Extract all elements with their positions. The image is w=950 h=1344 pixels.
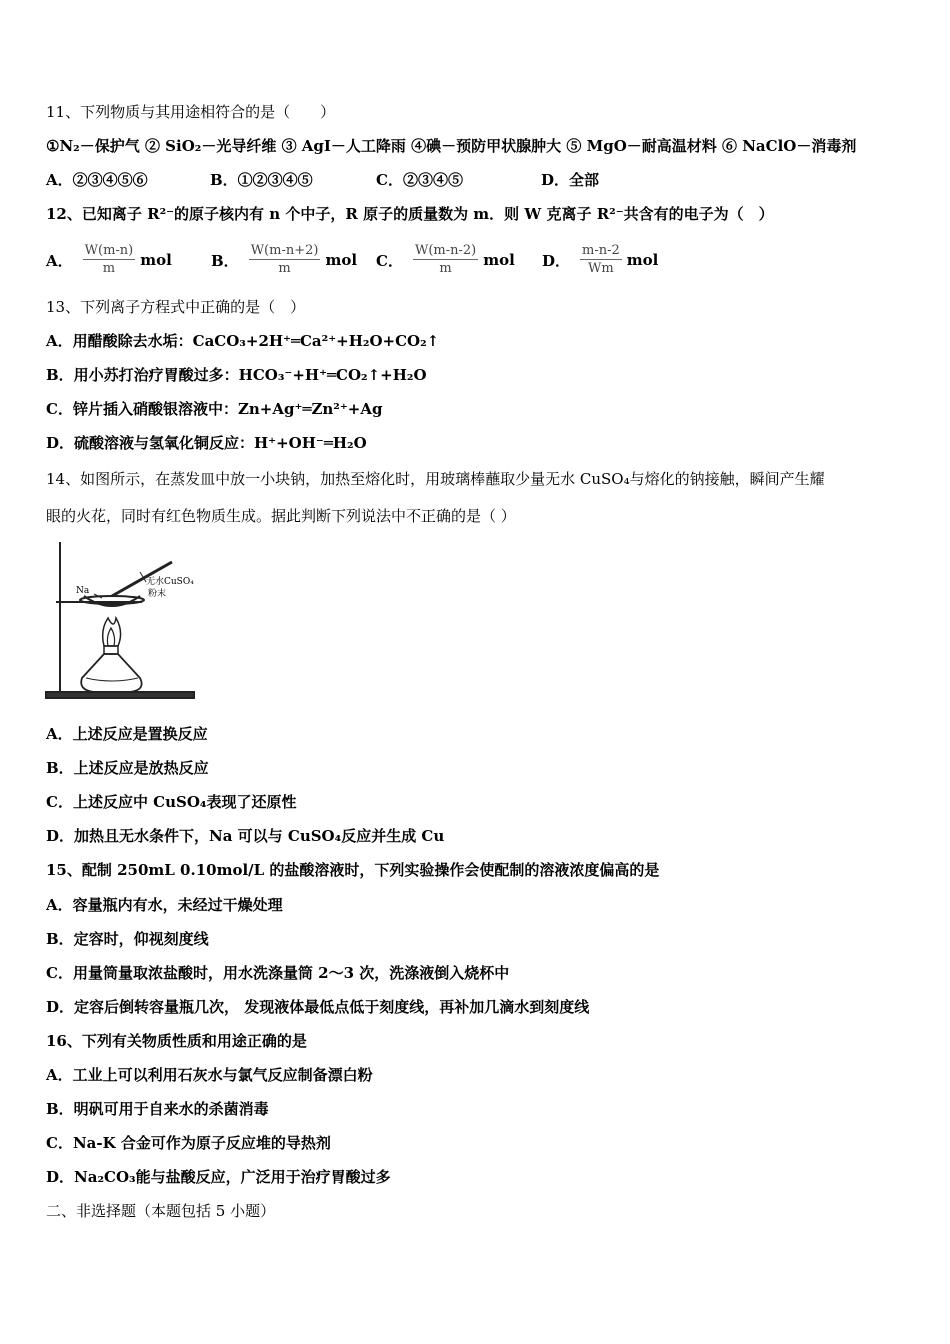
q13-option-a: A．用醋酸除去水垢：CaCO₃+2H⁺═Ca²⁺+H₂O+CO₂↑	[46, 332, 440, 350]
q11-option-b: B．①②③④⑤	[210, 171, 313, 189]
q13-stem: 13、下列离子方程式中正确的是（ ）	[46, 298, 306, 316]
fraction	[249, 243, 321, 278]
q14-stem-line1: 14、如图所示，在蒸发皿中放一小块钠，加热至熔化时，用玻璃棒蘸取少量无水 CuSO₄与熔化的钠接触，瞬间产生耀	[46, 470, 825, 488]
q11-option-c: C．②③④⑤	[376, 171, 463, 189]
q14-option-a: A．上述反应是置换反应	[46, 725, 208, 743]
q12-option-c	[376, 239, 515, 281]
figure-label-cuso4: 无水CuSO₄	[146, 577, 194, 587]
q16-option-c: C．Na-K 合金可作为原子反应堆的导热剂	[46, 1134, 331, 1152]
q15-option-c: C．用量筒量取浓盐酸时，用水洗涤量筒 2～3 次，洗涤液倒入烧杯中	[46, 964, 510, 982]
q12-option-b	[211, 239, 357, 281]
q12-option-a	[46, 239, 172, 281]
apparatus-figure	[42, 538, 202, 703]
numerator: W(m-n+2)	[250, 242, 319, 258]
q15-option-d: D．定容后倒转容量瓶几次， 发现液体最低点低于刻度线，再补加几滴水到刻度线	[46, 998, 590, 1016]
q11-stem: 11、下列物质与其用途相符合的是（ ）	[46, 103, 336, 121]
q13-option-c: C．锌片插入硝酸银溶液中：Zn+Ag⁺═Zn²⁺+Ag	[46, 400, 383, 418]
q14-option-d: D．加热且无水条件下，Na 可以与 CuSO₄反应并生成 Cu	[46, 827, 445, 845]
q14-stem-line2: 眼的火花，同时有红色物质生成。据此判断下列说法中不正确的是（ ）	[46, 507, 516, 525]
option-label: A．	[46, 251, 73, 270]
q16-option-a: A．工业上可以利用石灰水与氯气反应制备漂白粉	[46, 1066, 373, 1084]
q15-option-a: A．容量瓶内有水，未经过干燥处理	[46, 896, 283, 914]
section2-heading: 二、非选择题（本题包括 5 小题）	[46, 1202, 276, 1220]
fraction	[83, 243, 136, 278]
q13-option-d: D．硫酸溶液与氢氧化铜反应：H⁺+OH⁻═H₂O	[46, 434, 367, 452]
option-label: B．	[211, 251, 239, 270]
q16-option-b: B．明矾可用于自来水的杀菌消毒	[46, 1100, 269, 1118]
q16-stem: 16、下列有关物质性质和用途正确的是	[46, 1032, 307, 1050]
option-label: D．	[542, 251, 571, 270]
q14-option-b: B．上述反应是放热反应	[46, 759, 209, 777]
unit: mol	[626, 251, 659, 269]
fraction	[580, 243, 622, 278]
q16-option-d: D．Na₂CO₃能与盐酸反应，广泛用于治疗胃酸过多	[46, 1168, 391, 1186]
q12-option-d	[542, 239, 658, 281]
q14-option-c: C．上述反应中 CuSO₄表现了还原性	[46, 793, 297, 811]
q11-items: ①N₂－保护气 ② SiO₂－光导纤维 ③ AgI－人工降雨 ④碘－预防甲状腺肿大 ⑤ MgO－耐高温材料 ⑥ NaClO－消毒剂	[46, 137, 857, 155]
figure-label-powder: 粉末	[148, 589, 167, 599]
figure-label-na: Na	[76, 586, 90, 596]
unit: mol	[483, 251, 515, 269]
q11-option-d: D．全部	[541, 171, 600, 189]
q13-option-b: B．用小苏打治疗胃酸过多：HCO₃⁻+H⁺═CO₂↑+H₂O	[46, 366, 427, 384]
q12-options	[46, 239, 916, 281]
q15-option-b: B．定容时，仰视刻度线	[46, 930, 209, 948]
denominator: m	[102, 260, 116, 276]
numerator: W(m-n-2)	[414, 242, 477, 258]
unit: mol	[140, 251, 172, 269]
option-label: C．	[376, 251, 403, 270]
apparatus-drawing	[42, 538, 202, 703]
numerator: W(m-n)	[84, 242, 134, 258]
unit: mol	[325, 251, 358, 269]
numerator: m-n-2	[582, 242, 620, 258]
q11-option-a: A．②③④⑤⑥	[46, 171, 148, 189]
q15-stem: 15、配制 250mL 0.10mol/L 的盐酸溶液时，下列实验操作会使配制的溶液浓度偏高的是	[46, 861, 660, 879]
denominator: m	[439, 260, 452, 276]
q12-stem: 12、已知离子 R²⁻的原子核内有 n 个中子，R 原子的质量数为 m．则 W 克离子 R²⁻共含有的电子为（ ）	[46, 205, 774, 223]
denominator: Wm	[588, 260, 614, 276]
denominator: m	[278, 260, 291, 276]
fraction	[413, 243, 478, 278]
